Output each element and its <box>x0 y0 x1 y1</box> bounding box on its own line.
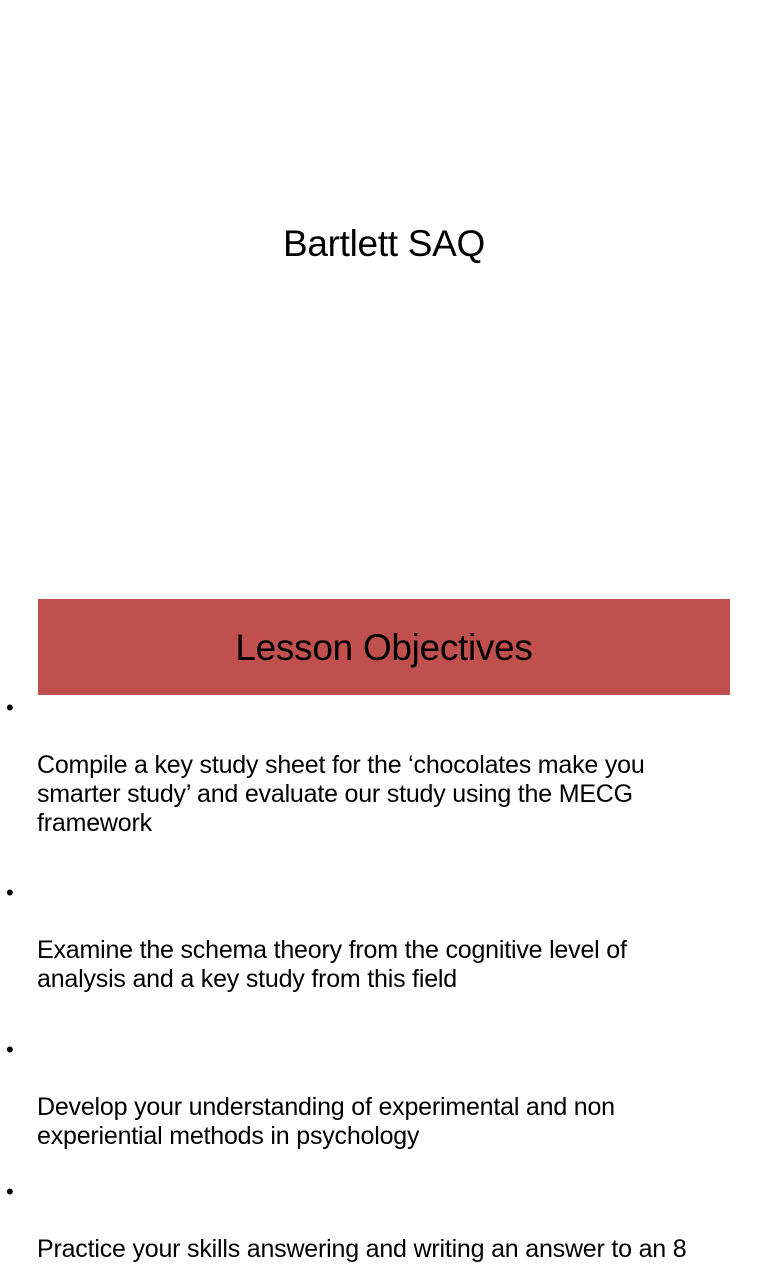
objective-item <box>0 1035 768 1151</box>
objective-text: Develop your understanding of experimental and non experiential methods in psychology <box>37 1093 615 1150</box>
objectives-banner <box>38 599 730 695</box>
objectives-list <box>0 693 768 1264</box>
objectives-heading: Lesson Objectives <box>235 627 533 668</box>
objective-item <box>0 1177 768 1264</box>
bullet-icon: • <box>6 695 14 720</box>
objective-text: Compile a key study sheet for the ‘chocolates make you smarter study’ and evaluate our study using the MECG framework <box>37 751 645 837</box>
bullet-icon: • <box>6 1037 14 1062</box>
objective-item <box>0 693 768 838</box>
objective-item <box>0 878 768 994</box>
bullet-icon: • <box>6 880 14 905</box>
objective-text: Practice your skills answering and writing an answer to an 8 <box>37 1235 687 1263</box>
slide-title: Bartlett SAQ <box>282 223 486 264</box>
objective-text: Examine the schema theory from the cognitive level of analysis and a key study from this field <box>37 936 627 993</box>
bullet-icon: • <box>6 1179 14 1204</box>
